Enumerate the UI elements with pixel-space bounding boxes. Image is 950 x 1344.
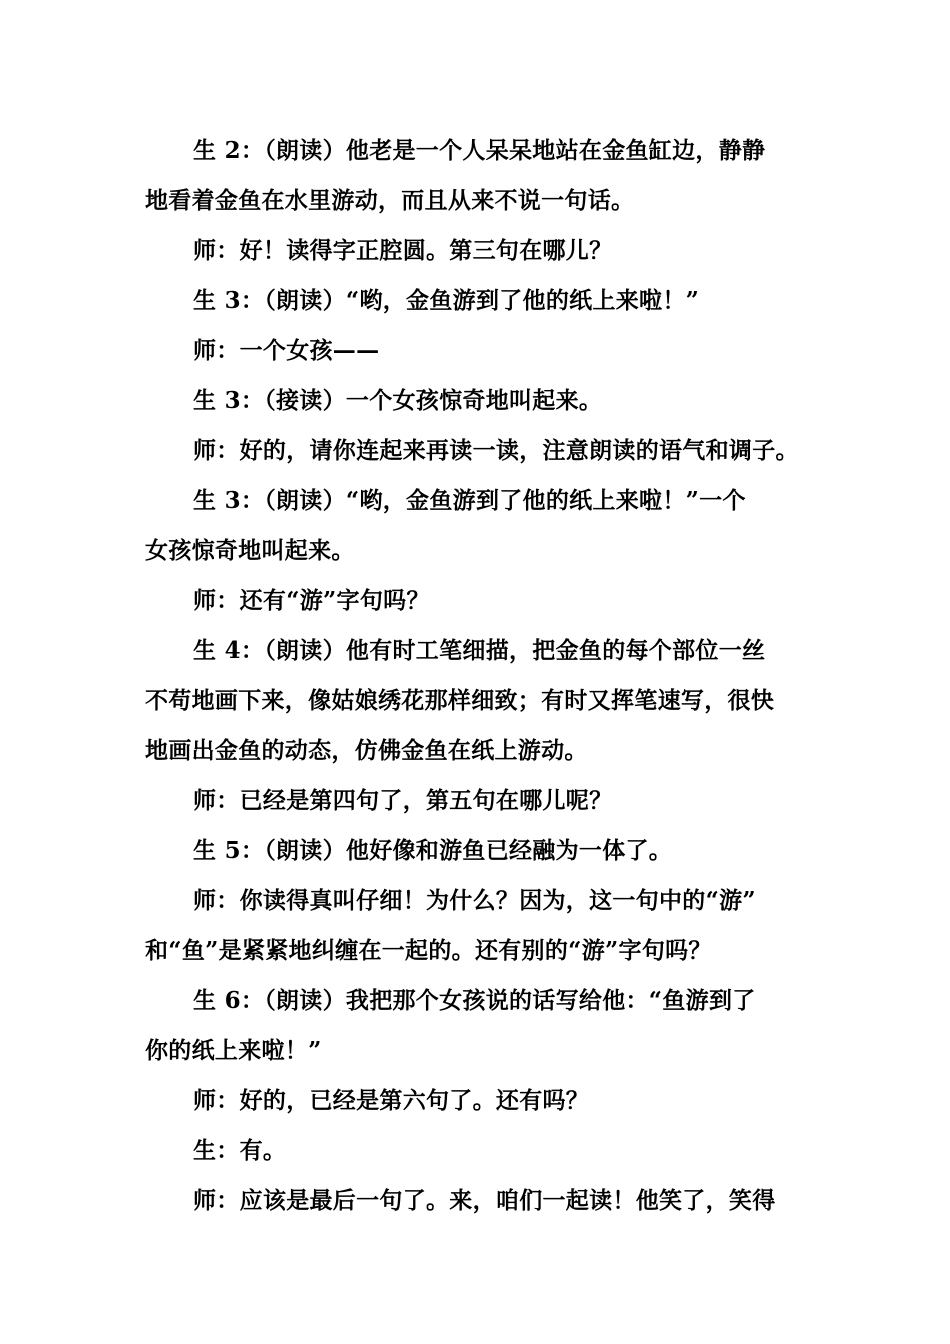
text-line: 师：好的，已经是第六句了。还有吗？ — [193, 1087, 590, 1114]
text-line: 师：还有“游”字句吗？ — [193, 587, 430, 614]
text-line: 你的纸上来啦！” — [145, 1037, 322, 1064]
text-line: 生 5：（朗读）他好像和游鱼已经融为一体了。 — [193, 837, 673, 864]
text-line: 师：好的，请你连起来再读一读，注意朗读的语气和调子。 — [193, 437, 799, 464]
text-line: 和“鱼”是紧紧地纠缠在一起的。还有别的“游”字句吗？ — [145, 937, 712, 964]
text-line: 生 6：（朗读）我把那个女孩说的话写给他：“鱼游到了 — [193, 987, 756, 1014]
document-body — [145, 126, 825, 1226]
text-line: 女孩惊奇地叫起来。 — [145, 537, 355, 564]
text-line: 不苟地画下来，像姑娘绣花那样细致；有时又挥笔速写，很快 — [145, 687, 775, 714]
text-line: 生 3：（接读）一个女孩惊奇地叫起来。 — [193, 387, 603, 414]
text-line: 师：已经是第四句了，第五句在哪儿呢？ — [193, 787, 613, 814]
text-line: 生 4：（朗读）他有时工笔细描，把金鱼的每个部位一丝 — [193, 637, 766, 664]
text-line: 地画出金鱼的动态，仿佛金鱼在纸上游动。 — [145, 737, 588, 764]
text-line: 地看着金鱼在水里游动，而且从来不说一句话。 — [145, 187, 635, 214]
text-line: 师：一个女孩—— — [193, 337, 380, 364]
text-line: 生 3：（朗读）“哟，金鱼游到了他的纸上来啦！”一个 — [193, 487, 746, 514]
text-line: 师：你读得真叫仔细！为什么？因为，这一句中的“游” — [193, 887, 756, 914]
text-line: 师：应该是最后一句了。来，咱们一起读！他笑了，笑得 — [193, 1187, 776, 1214]
text-line: 生：有。 — [193, 1137, 287, 1164]
text-line: 师：好！读得字正腔圆。第三句在哪儿？ — [193, 237, 613, 264]
text-line: 生 2：（朗读）他老是一个人呆呆地站在金鱼缸边，静静 — [193, 137, 766, 164]
text-line: 生 3：（朗读）“哟，金鱼游到了他的纸上来啦！” — [193, 287, 700, 314]
